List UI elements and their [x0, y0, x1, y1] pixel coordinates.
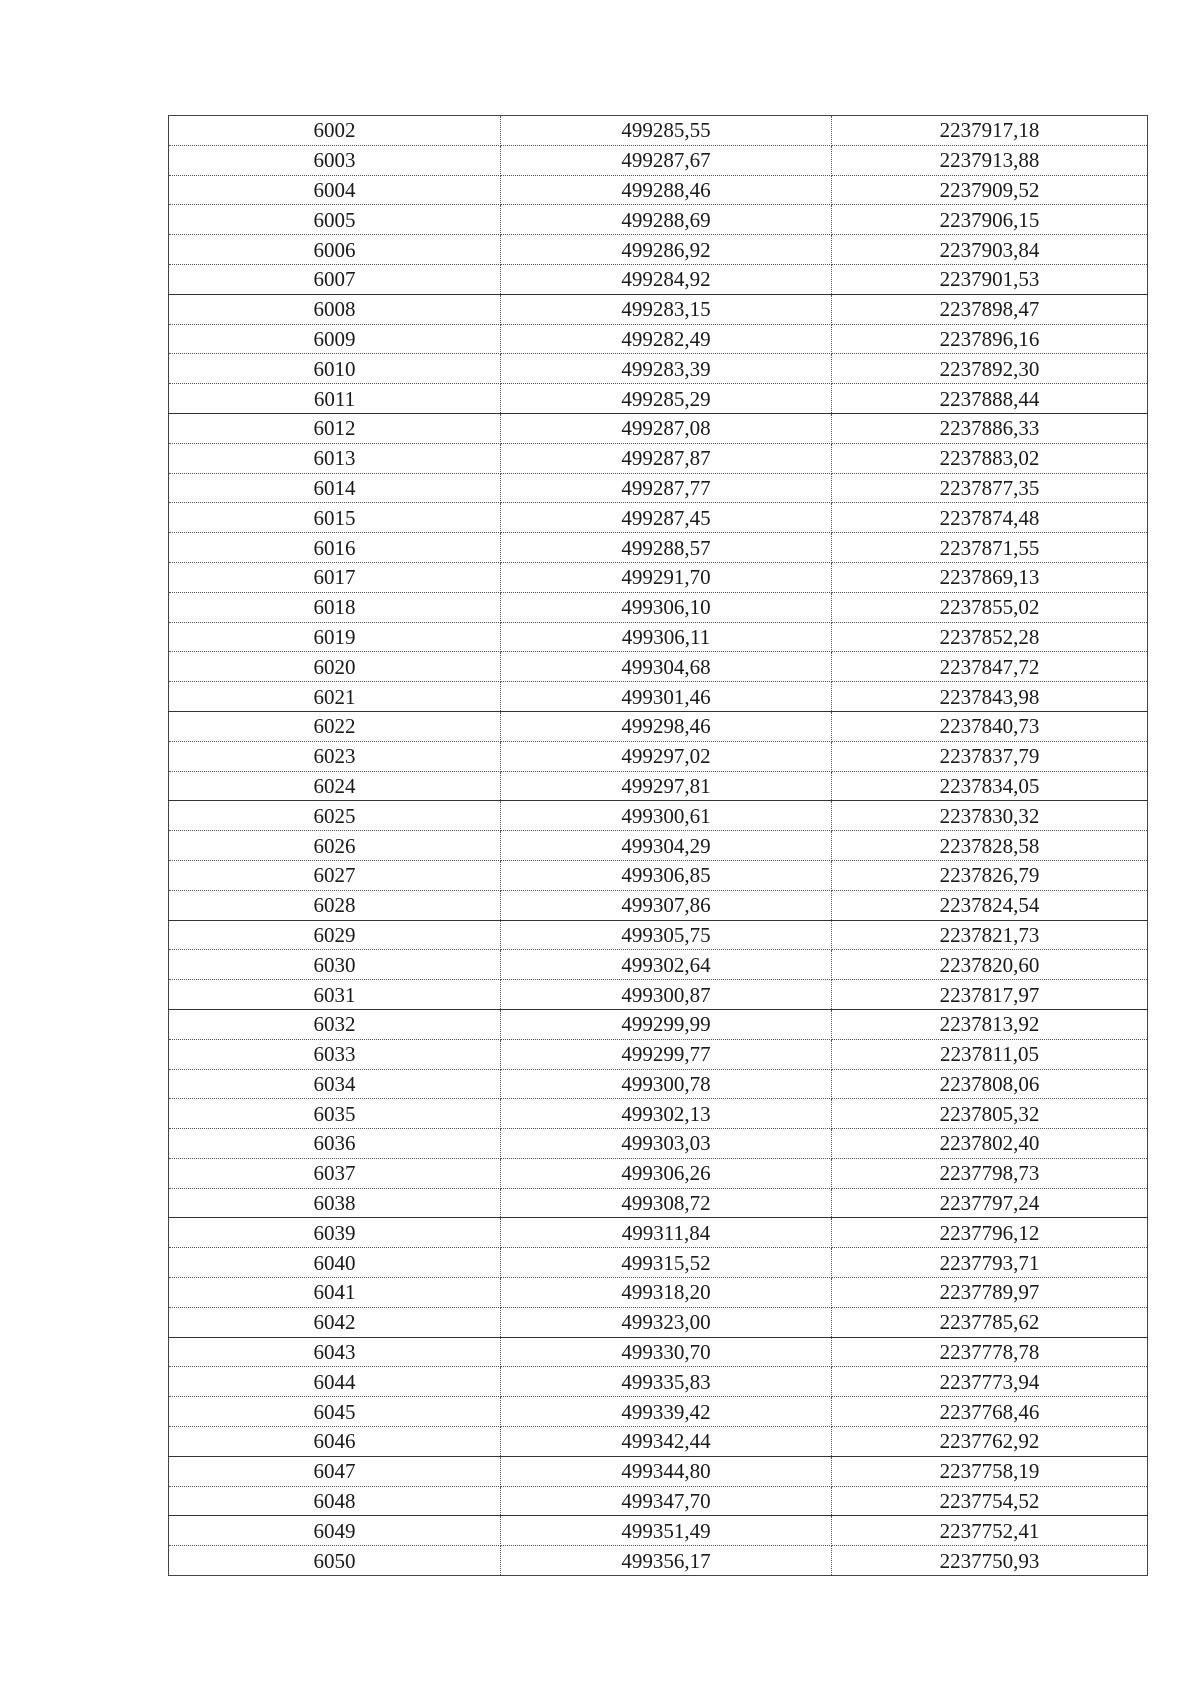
coordinates-table [168, 115, 1148, 1576]
y-coordinate-cell: 2237778,78 [832, 1337, 1148, 1367]
table-row [169, 1427, 1148, 1457]
y-coordinate-cell: 2237758,19 [832, 1456, 1148, 1486]
table-row [169, 592, 1148, 622]
table-row [169, 324, 1148, 354]
x-coordinate-cell: 499297,02 [501, 741, 832, 771]
table-row [169, 473, 1148, 503]
x-coordinate-cell: 499306,26 [501, 1158, 832, 1188]
y-coordinate-cell: 2237808,06 [832, 1069, 1148, 1099]
table-row [169, 1456, 1148, 1486]
table-row [169, 652, 1148, 682]
point-number-cell: 6046 [169, 1427, 501, 1457]
table-row [169, 1039, 1148, 1069]
table-row [169, 1099, 1148, 1129]
y-coordinate-cell: 2237892,30 [832, 354, 1148, 384]
y-coordinate-cell: 2237837,79 [832, 741, 1148, 771]
x-coordinate-cell: 499288,46 [501, 175, 832, 205]
x-coordinate-cell: 499300,87 [501, 980, 832, 1010]
point-number-cell: 6022 [169, 711, 501, 741]
x-coordinate-cell: 499339,42 [501, 1397, 832, 1427]
y-coordinate-cell: 2237826,79 [832, 860, 1148, 890]
x-coordinate-cell: 499356,17 [501, 1546, 832, 1576]
point-number-cell: 6030 [169, 950, 501, 980]
y-coordinate-cell: 2237798,73 [832, 1158, 1148, 1188]
table-row [169, 1069, 1148, 1099]
x-coordinate-cell: 499287,45 [501, 503, 832, 533]
y-coordinate-cell: 2237855,02 [832, 592, 1148, 622]
table-row [169, 860, 1148, 890]
table-row [169, 890, 1148, 920]
point-number-cell: 6026 [169, 831, 501, 861]
x-coordinate-cell: 499299,99 [501, 1009, 832, 1039]
point-number-cell: 6009 [169, 324, 501, 354]
x-coordinate-cell: 499299,77 [501, 1039, 832, 1069]
table-row [169, 1307, 1148, 1337]
y-coordinate-cell: 2237789,97 [832, 1278, 1148, 1308]
table-row [169, 175, 1148, 205]
y-coordinate-cell: 2237898,47 [832, 294, 1148, 324]
y-coordinate-cell: 2237817,97 [832, 980, 1148, 1010]
table-row [169, 1129, 1148, 1159]
point-number-cell: 6014 [169, 473, 501, 503]
x-coordinate-cell: 499285,29 [501, 384, 832, 414]
table-row [169, 384, 1148, 414]
y-coordinate-cell: 2237906,15 [832, 205, 1148, 235]
x-coordinate-cell: 499297,81 [501, 771, 832, 801]
table-row [169, 205, 1148, 235]
table-row [169, 264, 1148, 294]
y-coordinate-cell: 2237785,62 [832, 1307, 1148, 1337]
x-coordinate-cell: 499300,61 [501, 801, 832, 831]
table-row [169, 354, 1148, 384]
y-coordinate-cell: 2237903,84 [832, 235, 1148, 265]
table-row [169, 1486, 1148, 1516]
y-coordinate-cell: 2237793,71 [832, 1248, 1148, 1278]
point-number-cell: 6049 [169, 1516, 501, 1546]
y-coordinate-cell: 2237886,33 [832, 413, 1148, 443]
y-coordinate-cell: 2237830,32 [832, 801, 1148, 831]
point-number-cell: 6011 [169, 384, 501, 414]
point-number-cell: 6008 [169, 294, 501, 324]
x-coordinate-cell: 499330,70 [501, 1337, 832, 1367]
point-number-cell: 6039 [169, 1218, 501, 1248]
x-coordinate-cell: 499306,10 [501, 592, 832, 622]
x-coordinate-cell: 499318,20 [501, 1278, 832, 1308]
y-coordinate-cell: 2237877,35 [832, 473, 1148, 503]
point-number-cell: 6023 [169, 741, 501, 771]
x-coordinate-cell: 499282,49 [501, 324, 832, 354]
table-row [169, 413, 1148, 443]
table-row [169, 1546, 1148, 1576]
x-coordinate-cell: 499335,83 [501, 1367, 832, 1397]
table-row [169, 1516, 1148, 1546]
x-coordinate-cell: 499287,87 [501, 443, 832, 473]
point-number-cell: 6041 [169, 1278, 501, 1308]
table-row [169, 711, 1148, 741]
y-coordinate-cell: 2237869,13 [832, 562, 1148, 592]
y-coordinate-cell: 2237874,48 [832, 503, 1148, 533]
x-coordinate-cell: 499300,78 [501, 1069, 832, 1099]
point-number-cell: 6025 [169, 801, 501, 831]
y-coordinate-cell: 2237896,16 [832, 324, 1148, 354]
point-number-cell: 6045 [169, 1397, 501, 1427]
point-number-cell: 6021 [169, 682, 501, 712]
coordinates-table-body [169, 116, 1148, 1576]
x-coordinate-cell: 499305,75 [501, 920, 832, 950]
table-row [169, 980, 1148, 1010]
table-row [169, 116, 1148, 146]
y-coordinate-cell: 2237797,24 [832, 1188, 1148, 1218]
table-row [169, 622, 1148, 652]
x-coordinate-cell: 499308,72 [501, 1188, 832, 1218]
point-number-cell: 6015 [169, 503, 501, 533]
point-number-cell: 6038 [169, 1188, 501, 1218]
table-row [169, 1367, 1148, 1397]
point-number-cell: 6050 [169, 1546, 501, 1576]
table-row [169, 1248, 1148, 1278]
x-coordinate-cell: 499287,77 [501, 473, 832, 503]
point-number-cell: 6005 [169, 205, 501, 235]
table-row [169, 1188, 1148, 1218]
x-coordinate-cell: 499304,68 [501, 652, 832, 682]
x-coordinate-cell: 499286,92 [501, 235, 832, 265]
y-coordinate-cell: 2237768,46 [832, 1397, 1148, 1427]
table-row [169, 1397, 1148, 1427]
table-row [169, 443, 1148, 473]
point-number-cell: 6024 [169, 771, 501, 801]
point-number-cell: 6035 [169, 1099, 501, 1129]
point-number-cell: 6042 [169, 1307, 501, 1337]
table-row [169, 831, 1148, 861]
point-number-cell: 6032 [169, 1009, 501, 1039]
x-coordinate-cell: 499315,52 [501, 1248, 832, 1278]
y-coordinate-cell: 2237909,52 [832, 175, 1148, 205]
table-row [169, 920, 1148, 950]
y-coordinate-cell: 2237901,53 [832, 264, 1148, 294]
table-row [169, 771, 1148, 801]
y-coordinate-cell: 2237828,58 [832, 831, 1148, 861]
y-coordinate-cell: 2237802,40 [832, 1129, 1148, 1159]
point-number-cell: 6047 [169, 1456, 501, 1486]
y-coordinate-cell: 2237871,55 [832, 533, 1148, 563]
x-coordinate-cell: 499287,08 [501, 413, 832, 443]
table-row [169, 1278, 1148, 1308]
point-number-cell: 6036 [169, 1129, 501, 1159]
x-coordinate-cell: 499284,92 [501, 264, 832, 294]
x-coordinate-cell: 499302,13 [501, 1099, 832, 1129]
point-number-cell: 6004 [169, 175, 501, 205]
y-coordinate-cell: 2237805,32 [832, 1099, 1148, 1129]
y-coordinate-cell: 2237754,52 [832, 1486, 1148, 1516]
y-coordinate-cell: 2237824,54 [832, 890, 1148, 920]
y-coordinate-cell: 2237811,05 [832, 1039, 1148, 1069]
point-number-cell: 6048 [169, 1486, 501, 1516]
x-coordinate-cell: 499298,46 [501, 711, 832, 741]
point-number-cell: 6010 [169, 354, 501, 384]
table-row [169, 1218, 1148, 1248]
y-coordinate-cell: 2237852,28 [832, 622, 1148, 652]
table-row [169, 741, 1148, 771]
table-row [169, 682, 1148, 712]
y-coordinate-cell: 2237917,18 [832, 116, 1148, 146]
table-row [169, 801, 1148, 831]
y-coordinate-cell: 2237847,72 [832, 652, 1148, 682]
point-number-cell: 6012 [169, 413, 501, 443]
x-coordinate-cell: 499306,11 [501, 622, 832, 652]
x-coordinate-cell: 499304,29 [501, 831, 832, 861]
x-coordinate-cell: 499288,57 [501, 533, 832, 563]
x-coordinate-cell: 499283,15 [501, 294, 832, 324]
table-row [169, 1158, 1148, 1188]
table-row [169, 145, 1148, 175]
y-coordinate-cell: 2237843,98 [832, 682, 1148, 712]
x-coordinate-cell: 499287,67 [501, 145, 832, 175]
x-coordinate-cell: 499307,86 [501, 890, 832, 920]
table-row [169, 294, 1148, 324]
y-coordinate-cell: 2237821,73 [832, 920, 1148, 950]
point-number-cell: 6006 [169, 235, 501, 265]
point-number-cell: 6031 [169, 980, 501, 1010]
table-row [169, 1009, 1148, 1039]
point-number-cell: 6040 [169, 1248, 501, 1278]
point-number-cell: 6016 [169, 533, 501, 563]
x-coordinate-cell: 499288,69 [501, 205, 832, 235]
point-number-cell: 6043 [169, 1337, 501, 1367]
table-row [169, 562, 1148, 592]
x-coordinate-cell: 499285,55 [501, 116, 832, 146]
point-number-cell: 6027 [169, 860, 501, 890]
x-coordinate-cell: 499311,84 [501, 1218, 832, 1248]
y-coordinate-cell: 2237762,92 [832, 1427, 1148, 1457]
y-coordinate-cell: 2237813,92 [832, 1009, 1148, 1039]
point-number-cell: 6044 [169, 1367, 501, 1397]
y-coordinate-cell: 2237796,12 [832, 1218, 1148, 1248]
x-coordinate-cell: 499291,70 [501, 562, 832, 592]
x-coordinate-cell: 499283,39 [501, 354, 832, 384]
x-coordinate-cell: 499306,85 [501, 860, 832, 890]
table-row [169, 533, 1148, 563]
x-coordinate-cell: 499342,44 [501, 1427, 832, 1457]
point-number-cell: 6020 [169, 652, 501, 682]
x-coordinate-cell: 499323,00 [501, 1307, 832, 1337]
y-coordinate-cell: 2237752,41 [832, 1516, 1148, 1546]
point-number-cell: 6034 [169, 1069, 501, 1099]
x-coordinate-cell: 499302,64 [501, 950, 832, 980]
point-number-cell: 6033 [169, 1039, 501, 1069]
x-coordinate-cell: 499303,03 [501, 1129, 832, 1159]
y-coordinate-cell: 2237888,44 [832, 384, 1148, 414]
point-number-cell: 6017 [169, 562, 501, 592]
y-coordinate-cell: 2237820,60 [832, 950, 1148, 980]
table-row [169, 1337, 1148, 1367]
table-row [169, 503, 1148, 533]
x-coordinate-cell: 499301,46 [501, 682, 832, 712]
point-number-cell: 6029 [169, 920, 501, 950]
table-row [169, 950, 1148, 980]
y-coordinate-cell: 2237834,05 [832, 771, 1148, 801]
y-coordinate-cell: 2237883,02 [832, 443, 1148, 473]
x-coordinate-cell: 499347,70 [501, 1486, 832, 1516]
point-number-cell: 6003 [169, 145, 501, 175]
y-coordinate-cell: 2237840,73 [832, 711, 1148, 741]
point-number-cell: 6019 [169, 622, 501, 652]
y-coordinate-cell: 2237773,94 [832, 1367, 1148, 1397]
point-number-cell: 6037 [169, 1158, 501, 1188]
y-coordinate-cell: 2237913,88 [832, 145, 1148, 175]
point-number-cell: 6007 [169, 264, 501, 294]
x-coordinate-cell: 499344,80 [501, 1456, 832, 1486]
point-number-cell: 6018 [169, 592, 501, 622]
table-row [169, 235, 1148, 265]
y-coordinate-cell: 2237750,93 [832, 1546, 1148, 1576]
point-number-cell: 6028 [169, 890, 501, 920]
point-number-cell: 6002 [169, 116, 501, 146]
point-number-cell: 6013 [169, 443, 501, 473]
x-coordinate-cell: 499351,49 [501, 1516, 832, 1546]
